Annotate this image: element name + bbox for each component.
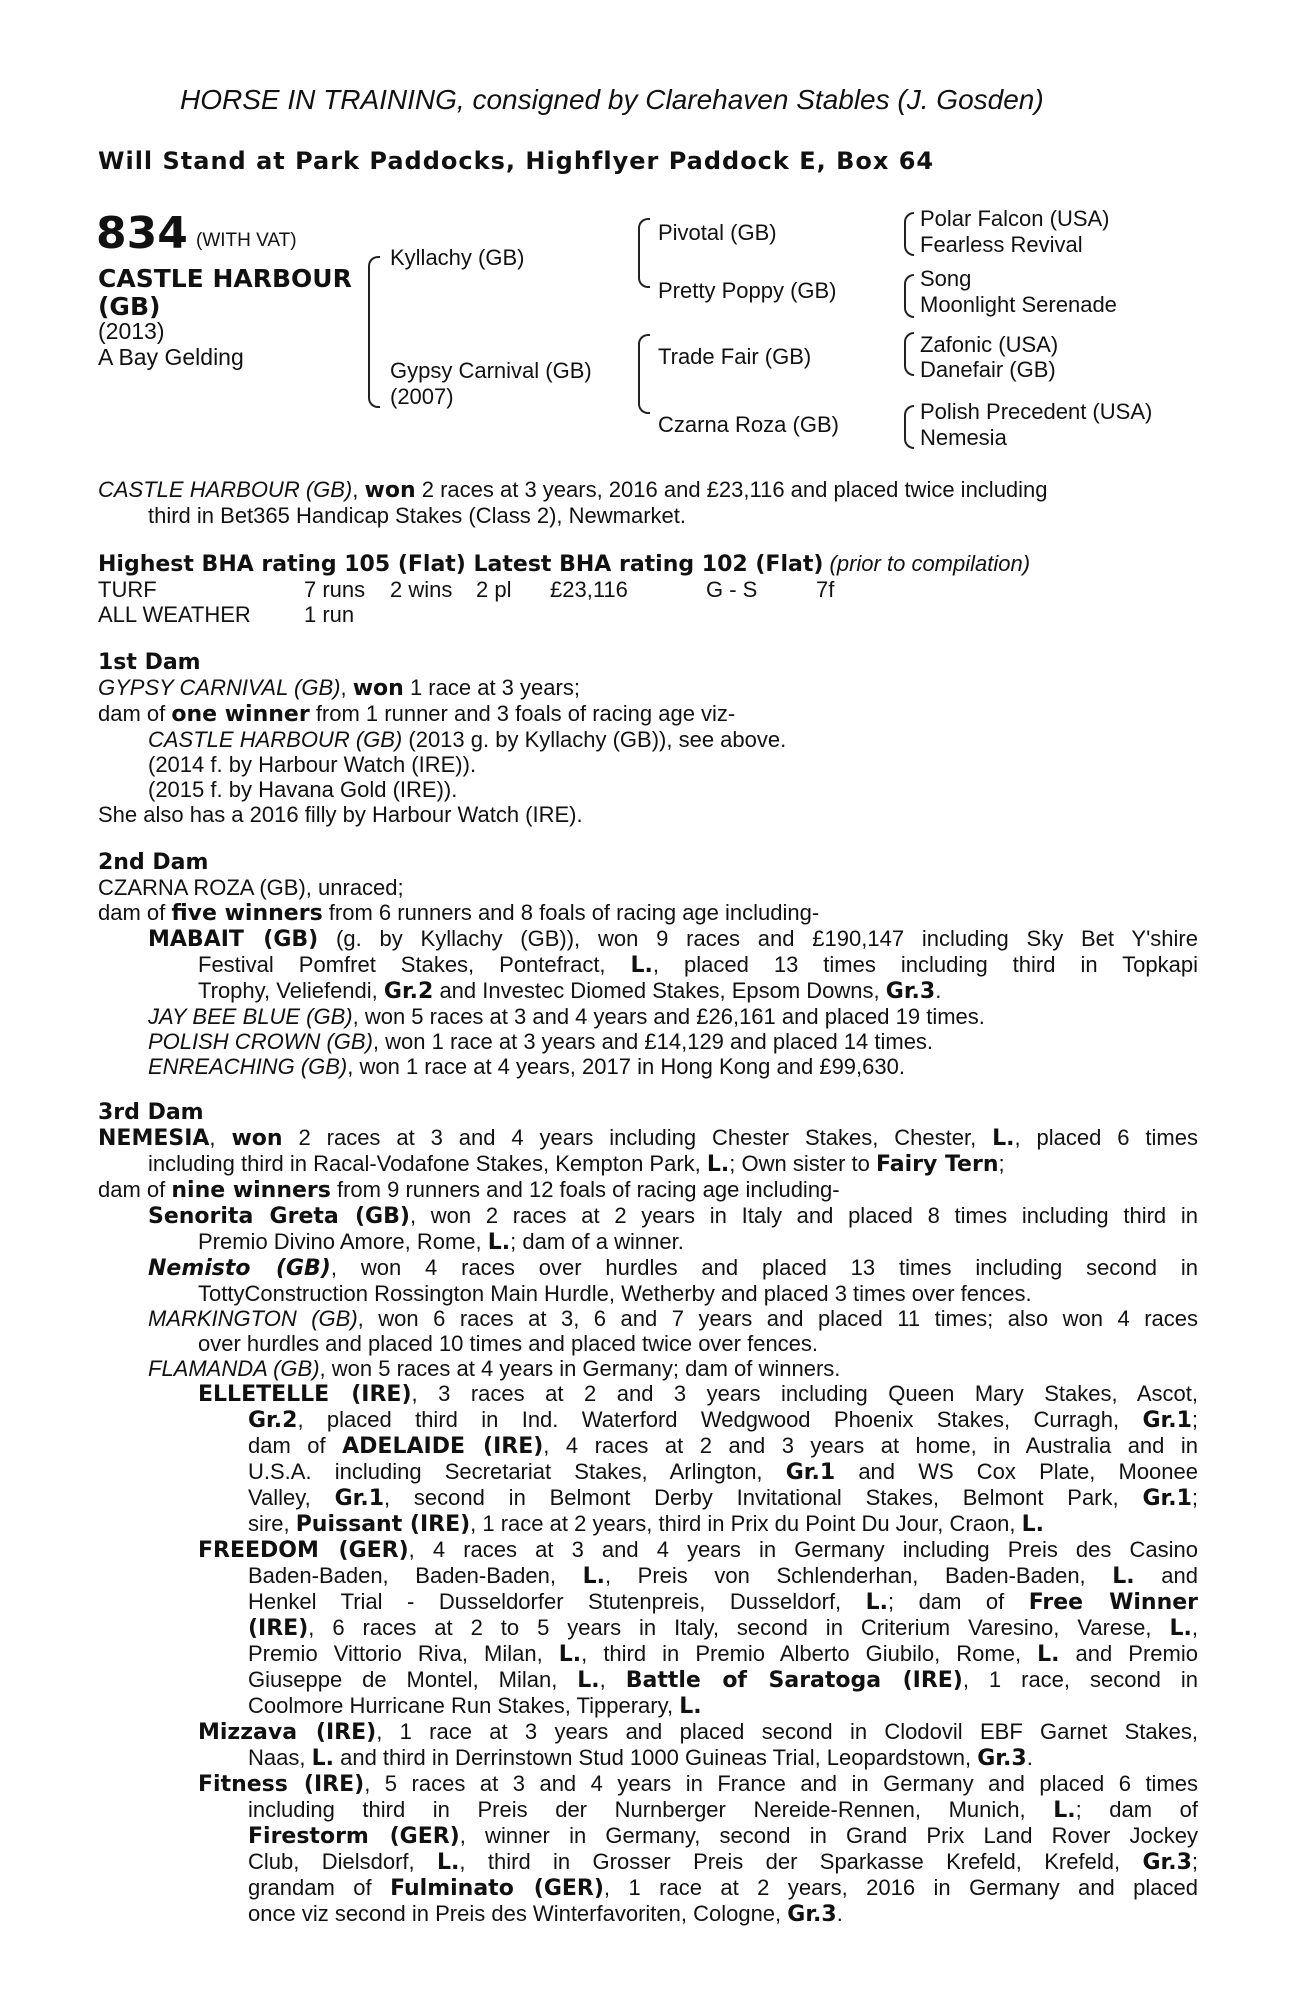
text: L.	[1169, 1616, 1192, 1641]
text: Gr.3	[977, 1746, 1027, 1771]
ratings-block	[98, 551, 1198, 627]
text: Fulminato (GER)	[390, 1876, 604, 1901]
text: Battle of Saratoga (IRE)	[625, 1668, 963, 1693]
sire-name: Kyllachy (GB)	[390, 245, 525, 270]
ratings-note: (prior to compilation)	[823, 551, 1031, 576]
aw-runs: 1 run	[304, 602, 355, 627]
text: ENREACHING (GB)	[148, 1054, 348, 1079]
summary-text: CASTLE HARBOUR (GB), won 2 races at 3 years, 2016 and £23,116 and placed twice including third in Bet365 Handicap Stakes (Class 2), Newmarket.	[98, 477, 1198, 528]
text: Henkel Trial - Dusseldorfer Stutenpreis, Dusseldorf,	[248, 1589, 866, 1614]
text: 2 races at 3 and 4 years including Chester Stakes, Chester,	[282, 1125, 993, 1150]
text: L.	[437, 1850, 460, 1875]
text: MARKINGTON (GB)	[148, 1306, 358, 1331]
text: (IRE)	[248, 1616, 309, 1641]
text: L.	[679, 1694, 702, 1719]
text: , won 4 races over hurdles and placed 13 times including second in	[330, 1255, 1198, 1280]
turf-runs: 7 runs	[304, 577, 366, 602]
turf-wins: 2 wins	[390, 577, 453, 602]
text: Valley,	[248, 1485, 335, 1510]
text: and Premio	[1059, 1641, 1198, 1666]
brace-sire	[638, 218, 650, 288]
third-dam-heading: 3rd Dam	[98, 1100, 204, 1125]
summary-line2: third in Bet365 Handicap Stakes (Class 2), Newmarket.	[148, 503, 687, 528]
text: Gr.3	[885, 979, 936, 1004]
text: Senorita Greta (GB)	[148, 1204, 410, 1229]
brace-ds	[904, 332, 914, 376]
text: ; dam of	[888, 1589, 1029, 1614]
text: L.	[1053, 1798, 1076, 1823]
text: from 6 runners and 8 foals of racing age including-	[322, 900, 820, 925]
text: , third in Grosser Preis der Sparkasse Krefeld, Krefeld,	[459, 1849, 1143, 1874]
text: Premio Vittorio Riva, Milan,	[248, 1641, 559, 1666]
text: , 1 race at 3 years and placed second in Clodovil EBF Garnet Stakes,	[376, 1719, 1198, 1744]
ss-sire: Polar Falcon (USA)	[920, 206, 1110, 231]
vat-note: (WITH VAT)	[196, 230, 297, 251]
text: , winner in Germany, second in Grand Prix Land Rover Jockey	[459, 1823, 1198, 1848]
text: dam of	[98, 701, 172, 726]
text: (2013 g. by Kyllachy (GB)), see above.	[402, 727, 787, 752]
text: and	[1134, 1563, 1198, 1588]
text: .	[935, 978, 942, 1003]
text: U.S.A. including Secretariat Stakes, Arlington,	[248, 1459, 786, 1484]
text: FREEDOM (GER)	[198, 1538, 409, 1563]
text: Trophy, Veliefendi,	[198, 978, 384, 1003]
text: and WS Cox Plate, Moonee	[835, 1459, 1199, 1484]
text: L.	[865, 1590, 889, 1615]
first-dam-name: GYPSY CARNIVAL (GB)	[98, 675, 341, 700]
brace-ss	[904, 212, 914, 256]
text: Naas,	[248, 1745, 312, 1770]
text: Gr.2	[383, 979, 434, 1004]
sire-dam: Pretty Poppy (GB)	[658, 278, 837, 303]
first-dam-heading: 1st Dam	[98, 650, 201, 675]
page-title: HORSE IN TRAINING, consigned by Clarehaven Stables (J. Gosden)	[180, 84, 1044, 115]
text: ; dam of a winner.	[510, 1229, 684, 1254]
text: from 1 runner and 3 foals of racing age viz-	[309, 701, 736, 726]
text: , won 5 races at 3 and 4 years and £26,161 and placed 19 times.	[352, 1004, 985, 1029]
dam-dam: Czarna Roza (GB)	[658, 412, 839, 437]
sd-sire: Song	[920, 266, 972, 291]
text: , 6 races at 2 to 5 years in Italy, second in Criterium Varesino, Varese,	[308, 1615, 1170, 1640]
text: JAY BEE BLUE (GB)	[148, 1004, 353, 1029]
text: Fitness (IRE)	[198, 1772, 365, 1797]
text: five winners	[171, 901, 323, 926]
text: Giuseppe de Montel, Milan,	[248, 1667, 578, 1692]
text: , won 1 race at 3 years and £14,129 and placed 14 times.	[372, 1029, 934, 1054]
text: once viz second in Preis des Winterfavoriten, Cologne,	[248, 1901, 788, 1926]
text: including third in Preis der Nurnberger Nereide-Rennen, Munich,	[248, 1797, 1054, 1822]
text: POLISH CROWN (GB)	[148, 1029, 373, 1054]
aw-label: ALL WEATHER	[98, 602, 251, 627]
turf-row	[98, 577, 1198, 602]
brace-dam	[638, 334, 650, 414]
produce-line: (2014 f. by Harbour Watch (IRE)).	[148, 752, 477, 777]
text: , 1 race at 2 years, third in Prix du Point Du Jour, Craon,	[470, 1511, 1022, 1536]
aw-row	[98, 602, 1198, 627]
summary-line1: 2 races at 3 years, 2016 and £23,116 and placed twice including	[415, 477, 1048, 502]
text: ;	[998, 1151, 1005, 1176]
summary-horse: CASTLE HARBOUR (GB)	[98, 477, 353, 502]
third-dam-section	[98, 1100, 1198, 1927]
turf-label: TURF	[98, 577, 157, 602]
brace-dd	[904, 405, 914, 449]
text: Gr.3	[787, 1902, 837, 1927]
text: ELLETELLE (IRE)	[198, 1382, 412, 1407]
text: , second in Belmont Derby Invitational Stakes, Belmont Park,	[384, 1485, 1143, 1510]
text: over hurdles and placed 10 times and placed twice over fences.	[198, 1331, 819, 1356]
ss-dam: Fearless Revival	[920, 232, 1083, 257]
text: Nemisto (GB)	[148, 1256, 331, 1281]
text: Puissant (IRE)	[295, 1512, 471, 1537]
text: , won 5 races at 4 years in Germany; dam of winners.	[319, 1356, 841, 1381]
text: 1 race at 3 years;	[403, 675, 580, 700]
ds-sire: Zafonic (USA)	[920, 332, 1059, 357]
text: Fairy Tern	[875, 1152, 999, 1177]
turf-prize: £23,116	[550, 577, 628, 602]
text: , 1 race at 2 years, 2016 in Germany and placed	[603, 1875, 1198, 1900]
text: ;	[1191, 1849, 1198, 1874]
sd-dam: Moonlight Serenade	[920, 292, 1117, 317]
text: ; Own sister to	[729, 1151, 876, 1176]
brace-sd	[904, 274, 914, 318]
text: Gr.3	[1142, 1850, 1192, 1875]
text: one winner	[171, 702, 310, 727]
dd-dam: Nemesia	[920, 425, 1007, 450]
produce-name: CASTLE HARBOUR (GB)	[148, 727, 403, 752]
text: Gr.2	[248, 1408, 298, 1433]
dam-sire: Trade Fair (GB)	[658, 344, 812, 369]
text: dam of	[98, 900, 172, 925]
ds-dam: Danefair (GB)	[920, 357, 1056, 382]
text: (g. by Kyllachy (GB)), won 9 races and £190,147 including Sky Bet Y'shire	[318, 926, 1198, 951]
text: NEMESIA	[98, 1126, 210, 1151]
text: grandam of	[248, 1875, 391, 1900]
text: , placed 13 times including third in Topkapi	[652, 952, 1198, 977]
text: ,	[599, 1667, 626, 1692]
text: ; dam of	[1075, 1797, 1198, 1822]
dam-year: (2007)	[390, 384, 454, 409]
second-dam-name: CZARNA ROZA (GB), unraced;	[98, 875, 404, 900]
text: L.	[577, 1668, 600, 1693]
first-dam-section	[98, 650, 1198, 827]
text: L.	[630, 953, 653, 978]
lot-number: 834	[96, 208, 188, 259]
text: , placed third in Ind. Waterford Wedgwood Phoenix Stakes, Curragh,	[297, 1407, 1143, 1432]
second-dam-heading: 2nd Dam	[98, 850, 209, 875]
summary-won: won	[364, 478, 416, 503]
text: , 3 races at 2 and 3 years including Queen Mary Stakes, Ascot,	[411, 1381, 1199, 1406]
turf-going: G - S	[706, 577, 758, 602]
text: Mizzava (IRE)	[198, 1720, 377, 1745]
brace-gen1	[368, 256, 380, 408]
text: FLAMANDA (GB)	[148, 1356, 320, 1381]
turf-placed: 2 pl	[476, 577, 512, 602]
dd-sire: Polish Precedent (USA)	[920, 399, 1153, 424]
text: ,	[340, 675, 353, 700]
text: Premio Divino Amore, Rome,	[198, 1229, 488, 1254]
text: Club, Dielsdorf,	[248, 1849, 438, 1874]
ratings-heading: Highest BHA rating 105 (Flat) Latest BHA rating 102 (Flat)	[98, 552, 824, 577]
text: Gr.1	[334, 1486, 385, 1511]
text: dam of	[248, 1433, 343, 1458]
text: nine winners	[171, 1178, 331, 1203]
text: Festival Pomfret Stakes, Pontefract,	[198, 952, 631, 977]
text: Firestorm (GER)	[248, 1824, 460, 1849]
text: .	[1026, 1745, 1033, 1770]
text: won	[352, 676, 404, 701]
text: Free Winner	[1028, 1590, 1199, 1615]
text: , Preis von Schlenderhan, Baden-Baden,	[604, 1563, 1113, 1588]
text: TottyConstruction Rossington Main Hurdle, Wetherby and placed 3 times over fences.	[198, 1281, 1032, 1306]
text: Gr.1	[785, 1460, 836, 1485]
text: L.	[311, 1746, 334, 1771]
second-dam-section	[98, 850, 1198, 1079]
text: , third in Premio Alberto Giubilo, Rome,	[581, 1641, 1038, 1666]
location-line: Will Stand at Park Paddocks, Highflyer Paddock E, Box 64	[98, 147, 935, 175]
dam-name: Gypsy Carnival (GB)	[390, 358, 592, 383]
text: , won 2 races at 2 years in Italy and placed 8 times including third in	[409, 1203, 1198, 1228]
produce-note: She also has a 2016 filly by Harbour Watch (IRE).	[98, 802, 583, 827]
turf-distance: 7f	[816, 577, 835, 602]
text: ;	[1191, 1485, 1198, 1510]
text: Gr.1	[1142, 1408, 1192, 1433]
text: from 9 runners and 12 foals of racing age including-	[330, 1177, 840, 1202]
text: L.	[1021, 1512, 1045, 1537]
text: Coolmore Hurricane Run Stakes, Tipperary,	[248, 1693, 680, 1718]
text: ;	[1191, 1407, 1198, 1432]
text: ,	[209, 1125, 232, 1150]
text: , 4 races at 3 and 4 years in Germany including Preis des Casino	[408, 1537, 1198, 1562]
text: , placed 6 times	[1014, 1125, 1198, 1150]
text: .	[836, 1901, 843, 1926]
text: L.	[992, 1126, 1015, 1151]
text: L.	[558, 1642, 582, 1667]
text: L.	[582, 1564, 605, 1589]
horse-origin: (GB)	[98, 292, 161, 321]
text: , won 1 race at 4 years, 2017 in Hong Kong and £99,630.	[347, 1054, 905, 1079]
text: won	[231, 1126, 283, 1151]
text: ,	[1191, 1615, 1198, 1640]
text: Baden-Baden, Baden-Baden,	[248, 1563, 583, 1588]
sire-sire: Pivotal (GB)	[658, 220, 777, 245]
text: , 4 races at 2 and 3 years at home, in Australia and in	[543, 1433, 1199, 1458]
text: Gr.1	[1142, 1486, 1192, 1511]
foaling-year: (2013)	[98, 318, 165, 344]
horse-name: CASTLE HARBOUR	[98, 264, 352, 293]
text: sire,	[248, 1511, 296, 1536]
text: , won 6 races at 3, 6 and 7 years and placed 11 times; also won 4 races	[357, 1306, 1198, 1331]
text: L.	[1112, 1564, 1135, 1589]
text: L.	[1037, 1642, 1060, 1667]
text: MABAIT (GB)	[148, 927, 319, 952]
text: including third in Racal-Vodafone Stakes, Kempton Park,	[148, 1151, 707, 1176]
text: and third in Derrinstown Stud 1000 Guineas Trial, Leopardstown,	[333, 1745, 978, 1770]
text: , 1 race, second in	[962, 1667, 1198, 1692]
text: dam of	[98, 1177, 172, 1202]
produce-line: (2015 f. by Havana Gold (IRE)).	[148, 777, 458, 802]
text: L.	[706, 1152, 730, 1177]
text: , 5 races at 3 and 4 years in France and in Germany and placed 6 times	[364, 1771, 1198, 1796]
horse-description: A Bay Gelding	[98, 344, 244, 370]
text: L.	[487, 1230, 511, 1255]
text: ADELAIDE (IRE)	[342, 1434, 544, 1459]
text: and Investec Diomed Stakes, Epsom Downs,	[433, 978, 886, 1003]
